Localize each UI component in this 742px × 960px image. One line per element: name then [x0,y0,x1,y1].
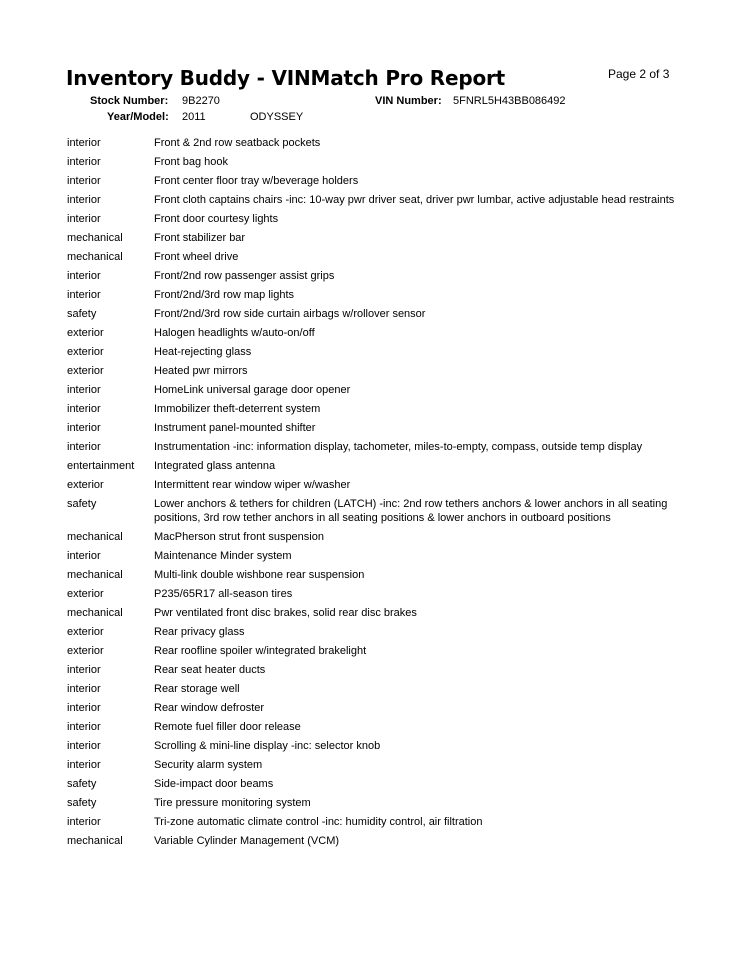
feature-row [67,585,687,604]
feature-row [67,737,687,756]
page-number: Page 2 of 3 [608,67,670,81]
feature-row [67,495,687,528]
model-value: ODYSSEY [250,111,304,123]
feature-description: Halogen headlights w/auto-on/off [154,327,315,339]
feature-category: mechanical [67,531,123,543]
feature-row [67,134,687,153]
feature-description: Immobilizer theft-deterrent system [154,403,321,415]
vin-number-value: 5FNRL5H43BB086492 [453,95,566,107]
feature-row [67,718,687,737]
feature-description: Remote fuel filler door release [154,721,301,733]
feature-category: interior [67,270,101,282]
feature-category: interior [67,422,101,434]
feature-row [67,680,687,699]
feature-row [67,153,687,172]
feature-description: Front center floor tray w/beverage holders [154,175,359,187]
feature-description: Front door courtesy lights [154,213,279,225]
feature-description: Variable Cylinder Management (VCM) [154,835,340,847]
feature-category: mechanical [67,835,123,847]
feature-description: MacPherson strut front suspension [154,531,324,543]
feature-row [67,324,687,343]
feature-row [67,362,687,381]
feature-row [67,528,687,547]
feature-description: Front stabilizer bar [154,232,246,244]
stock-number-label: Stock Number: [90,95,169,107]
feature-category: interior [67,664,101,676]
feature-row [67,343,687,362]
feature-description: Front wheel drive [154,251,239,263]
feature-category: exterior [67,327,104,339]
feature-category: interior [67,175,101,187]
feature-category: safety [67,308,97,320]
feature-row [67,419,687,438]
feature-description: Front cloth captains chairs -inc: 10-way pwr driver seat, driver pwr lumbar, active adjustable head restraints [154,194,675,206]
feature-description: Heated pwr mirrors [154,365,248,377]
feature-row [67,813,687,832]
feature-category: interior [67,137,101,149]
feature-description: Heat-rejecting glass [154,346,252,358]
feature-category: exterior [67,588,104,600]
feature-row [67,699,687,718]
feature-row [67,210,687,229]
feature-description: Rear window defroster [154,702,265,714]
feature-category: interior [67,759,101,771]
feature-category: safety [67,498,97,510]
feature-description: Integrated glass antenna [154,460,276,472]
feature-description: Front/2nd row passenger assist grips [154,270,335,282]
feature-description: Rear privacy glass [154,626,245,638]
feature-row [67,191,687,210]
feature-description: Front/2nd/3rd row side curtain airbags w/rollover sensor [154,308,426,320]
feature-description: Instrumentation -inc: information display, tachometer, miles-to-empty, compass, outside temp display [154,441,643,453]
feature-row [67,832,687,851]
feature-row [67,381,687,400]
feature-row [67,623,687,642]
feature-row [67,604,687,623]
feature-description: Tire pressure monitoring system [154,797,311,809]
feature-category: interior [67,550,101,562]
feature-row [67,286,687,305]
report-title: Inventory Buddy - VINMatch Pro Report [66,66,506,90]
feature-category: interior [67,194,101,206]
feature-description: Intermittent rear window wiper w/washer [154,479,351,491]
feature-category: exterior [67,645,104,657]
feature-list [67,134,687,851]
year-model [107,111,206,123]
feature-description: Instrument panel-mounted shifter [154,422,316,434]
feature-row [67,267,687,286]
feature-row [67,400,687,419]
feature-category: mechanical [67,232,123,244]
feature-category: interior [67,403,101,415]
feature-description: Pwr ventilated front disc brakes, solid rear disc brakes [154,607,417,619]
feature-description: Front/2nd/3rd row map lights [154,289,295,301]
feature-category: entertainment [67,460,135,472]
feature-category: interior [67,721,101,733]
feature-description: Rear seat heater ducts [154,664,266,676]
vin-number [375,95,566,107]
feature-row [67,756,687,775]
year-model-label: Year/Model: [107,111,169,123]
stock-number [90,95,220,107]
feature-description: Maintenance Minder system [154,550,292,562]
feature-row [67,248,687,267]
feature-description: Multi-link double wishbone rear suspension [154,569,365,581]
feature-row [67,566,687,585]
feature-category: safety [67,797,97,809]
feature-category: interior [67,740,101,752]
feature-row [67,172,687,191]
feature-category: interior [67,683,101,695]
feature-description: Rear storage well [154,683,240,695]
feature-category: interior [67,441,101,453]
feature-category: interior [67,156,101,168]
feature-description: Front & 2nd row seatback pockets [154,137,321,149]
stock-number-value: 9B2270 [182,95,220,107]
feature-row [67,775,687,794]
feature-category: mechanical [67,607,123,619]
feature-description: Front bag hook [154,156,228,168]
feature-row [67,457,687,476]
feature-category: interior [67,816,101,828]
feature-category: safety [67,778,97,790]
feature-row [67,794,687,813]
feature-row [67,438,687,457]
feature-category: mechanical [67,251,123,263]
feature-category: interior [67,384,101,396]
feature-description: Tri-zone automatic climate control -inc: humidity control, air filtration [154,816,483,828]
feature-description: Side-impact door beams [154,778,274,790]
year-value: 2011 [182,111,206,123]
feature-description: Scrolling & mini-line display -inc: selector knob [154,740,381,752]
feature-description: P235/65R17 all-season tires [154,588,293,600]
feature-category: exterior [67,479,104,491]
feature-description: Security alarm system [154,759,263,771]
feature-row [67,476,687,495]
feature-category: interior [67,213,101,225]
feature-description: HomeLink universal garage door opener [154,384,351,396]
feature-row [67,642,687,661]
feature-row [67,305,687,324]
feature-description: Lower anchors & tethers for children (LATCH) -inc: 2nd row tethers anchors & lower anchors in all seating positions, 3rd row tether anchors in all seating positions & lower anchors in outboard positions [154,498,668,524]
feature-category: exterior [67,346,104,358]
feature-category: interior [67,289,101,301]
feature-category: mechanical [67,569,123,581]
feature-row [67,547,687,566]
feature-description: Rear roofline spoiler w/integrated brakelight [154,645,367,657]
feature-row [67,229,687,248]
feature-category: interior [67,702,101,714]
feature-category: exterior [67,626,104,638]
feature-row [67,661,687,680]
feature-category: exterior [67,365,104,377]
vin-number-label: VIN Number: [375,95,442,107]
